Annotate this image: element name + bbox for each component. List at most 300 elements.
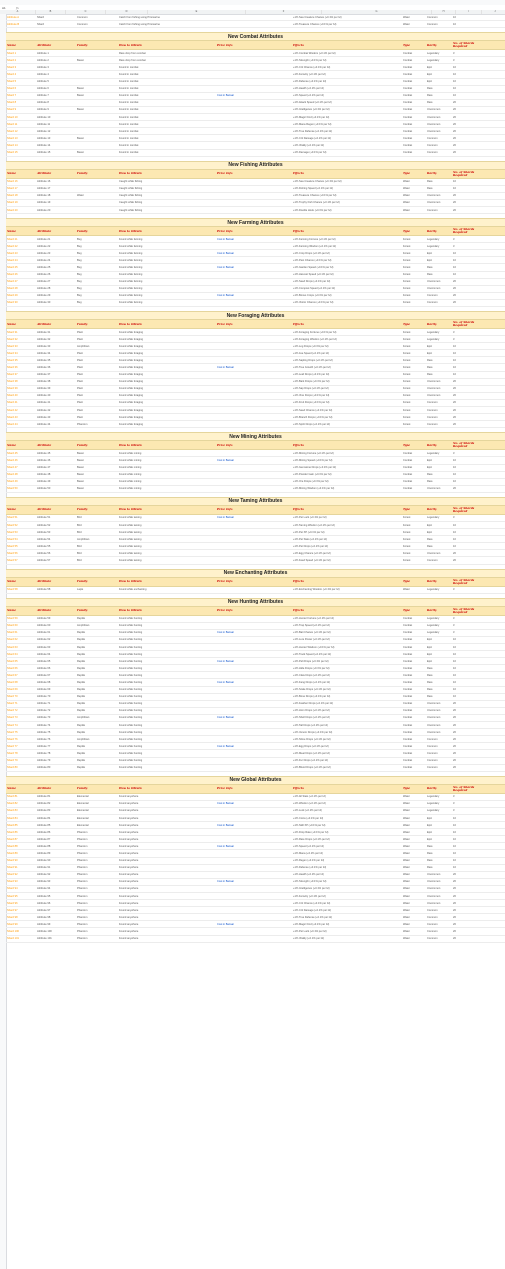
cell-value[interactable]: Found while foraging bbox=[119, 387, 144, 391]
table-row[interactable] bbox=[6, 207, 505, 214]
cell-name[interactable]: Shard 49 bbox=[7, 480, 18, 484]
cell-value[interactable]: Water bbox=[403, 930, 410, 934]
cell-value[interactable]: Rare bbox=[427, 94, 433, 98]
cell-value[interactable]: Combat bbox=[403, 681, 413, 685]
cell-name[interactable]: Shard 96 bbox=[7, 901, 18, 905]
cell-value[interactable]: +1% Pelt Drops (+0.1% per lvl) bbox=[293, 659, 329, 663]
cell-value[interactable]: Legendary bbox=[427, 795, 440, 799]
cell-value[interactable]: 20 bbox=[453, 915, 456, 919]
cell-value[interactable]: Catch from fishing using Prismarine bbox=[119, 15, 160, 19]
cell-price[interactable]: Cost in Bazaar bbox=[217, 458, 235, 462]
cell-value[interactable]: Common bbox=[77, 15, 88, 19]
cell-value[interactable]: Epic bbox=[427, 458, 433, 462]
cell-value[interactable]: Attribute 98 bbox=[37, 915, 51, 919]
cell-name[interactable]: Shard 67 bbox=[7, 673, 18, 677]
cell-value[interactable]: Reptile bbox=[77, 666, 86, 670]
cell-name[interactable]: Attribute B bbox=[7, 22, 20, 26]
table-row[interactable] bbox=[6, 616, 505, 623]
cell-value[interactable]: Reptile bbox=[77, 645, 86, 649]
cell-value[interactable]: Combat bbox=[403, 751, 413, 755]
cell-value[interactable]: Reptile bbox=[77, 751, 86, 755]
cell-value[interactable]: Bird bbox=[77, 551, 82, 555]
cell-value[interactable]: 10 bbox=[453, 80, 456, 84]
table-row[interactable] bbox=[6, 86, 505, 93]
cell-value[interactable]: +1% Damage (+0.1% per lvl) bbox=[293, 151, 327, 155]
cell-value[interactable]: 3 bbox=[453, 624, 455, 628]
table-row[interactable] bbox=[6, 765, 505, 772]
cell-value[interactable]: Attribute 67 bbox=[37, 673, 51, 677]
cell-value[interactable]: Attribute 100 bbox=[37, 930, 52, 934]
cell-value[interactable]: Rare bbox=[427, 180, 433, 184]
cell-price[interactable]: Cost in Bazaar bbox=[217, 844, 235, 848]
cell-name[interactable]: Shard 24 bbox=[7, 258, 18, 262]
cell-value[interactable]: Attribute 84 bbox=[37, 816, 51, 820]
cell-value[interactable]: 20 bbox=[453, 136, 456, 140]
cell-name[interactable]: Shard 64 bbox=[7, 652, 18, 656]
cell-value[interactable]: Forest bbox=[403, 287, 411, 291]
cell-value[interactable]: Water bbox=[403, 859, 410, 863]
cell-name[interactable]: Shard 85 bbox=[7, 823, 18, 827]
cell-value[interactable]: Phantom bbox=[77, 866, 88, 870]
table-row[interactable] bbox=[6, 236, 505, 243]
cell-value[interactable]: Found while mining bbox=[119, 458, 142, 462]
cell-value[interactable]: Epic bbox=[427, 251, 433, 255]
cell-value[interactable]: Found in combat bbox=[119, 143, 139, 147]
cell-name[interactable]: Shard 37 bbox=[7, 373, 18, 377]
cell-value[interactable]: Combat bbox=[403, 617, 413, 621]
cell-value[interactable]: Uncommon bbox=[427, 702, 441, 706]
cell-value[interactable]: Attribute 62 bbox=[37, 638, 51, 642]
cell-value[interactable]: 10 bbox=[453, 15, 456, 19]
cell-value[interactable]: Rare bbox=[427, 844, 433, 848]
table-row[interactable] bbox=[6, 914, 505, 921]
cell-name[interactable]: Shard 97 bbox=[7, 908, 18, 912]
cell-value[interactable]: Phantom bbox=[77, 915, 88, 919]
cell-value[interactable]: Common bbox=[427, 744, 438, 748]
cell-value[interactable]: 20 bbox=[453, 301, 456, 305]
cell-value[interactable]: 20 bbox=[453, 143, 456, 147]
cell-name[interactable]: Shard 32 bbox=[7, 337, 18, 341]
cell-name[interactable]: Shard 31 bbox=[7, 330, 18, 334]
table-row[interactable] bbox=[6, 486, 505, 493]
cell-value[interactable]: Attribute 63 bbox=[37, 645, 51, 649]
cell-value[interactable]: Uncommon bbox=[427, 287, 441, 291]
cell-value[interactable]: Uncommon bbox=[427, 280, 441, 284]
cell-name[interactable]: Shard 28 bbox=[7, 287, 18, 291]
cell-value[interactable]: Legendary bbox=[427, 244, 440, 248]
cell-value[interactable]: Elemental bbox=[77, 823, 89, 827]
cell-value[interactable]: +1% Vitality (+0.1% per lvl) bbox=[293, 143, 325, 147]
cell-value[interactable]: 20 bbox=[453, 730, 456, 734]
cell-value[interactable]: +1% Tree Growth (+0.1% per lvl) bbox=[293, 366, 331, 370]
cell-value[interactable]: Found while farming bbox=[119, 265, 143, 269]
cell-value[interactable]: Found while taming bbox=[119, 523, 142, 527]
cell-value[interactable]: Phantom bbox=[77, 844, 88, 848]
cell-value[interactable]: Found while foraging bbox=[119, 401, 144, 405]
cell-value[interactable]: Found while hunting bbox=[119, 716, 143, 720]
cell-name[interactable]: Shard 22 bbox=[7, 244, 18, 248]
cell-value[interactable]: 10 bbox=[453, 681, 456, 685]
cell-value[interactable]: Elemental bbox=[77, 795, 89, 799]
cell-value[interactable]: Attribute 70 bbox=[37, 695, 51, 699]
cell-value[interactable]: 20 bbox=[453, 702, 456, 706]
cell-value[interactable]: 20 bbox=[453, 208, 456, 212]
cell-value[interactable]: Found in combat bbox=[119, 94, 139, 98]
cell-name[interactable]: Shard 41 bbox=[7, 401, 18, 405]
table-row[interactable] bbox=[6, 536, 505, 543]
column-header-h[interactable]: H bbox=[432, 10, 456, 14]
cell-value[interactable]: Attribute 93 bbox=[37, 880, 51, 884]
cell-value[interactable]: Found while farming bbox=[119, 251, 143, 255]
cell-value[interactable]: Reptile bbox=[77, 673, 86, 677]
cell-value[interactable]: Uncommon bbox=[427, 723, 441, 727]
cell-value[interactable]: +1% Sea Creature Chance (+0.1% per lvl) bbox=[293, 180, 342, 184]
cell-name[interactable]: Shard 25 bbox=[7, 265, 18, 269]
cell-value[interactable]: Epic bbox=[427, 645, 433, 649]
cell-name[interactable]: Shard 36 bbox=[7, 366, 18, 370]
cell-value[interactable]: +1% Claw Drops (+0.1% per lvl) bbox=[293, 673, 330, 677]
cell-value[interactable]: +1% Vine Drops (+0.1% per lvl) bbox=[293, 394, 330, 398]
cell-value[interactable]: Attribute 57 bbox=[37, 558, 51, 562]
cell-value[interactable]: 20 bbox=[453, 937, 456, 941]
cell-value[interactable]: Epic bbox=[427, 344, 433, 348]
table-row[interactable] bbox=[6, 300, 505, 307]
cell-name[interactable]: Shard 95 bbox=[7, 894, 18, 898]
cell-value[interactable]: 20 bbox=[453, 873, 456, 877]
cell-value[interactable]: +1% Magic Find (+0.1% per lvl) bbox=[293, 922, 330, 926]
cell-value[interactable]: Reptile bbox=[77, 723, 86, 727]
table-row[interactable] bbox=[6, 407, 505, 414]
cell-value[interactable]: Beast bbox=[77, 473, 84, 477]
cell-value[interactable]: Found while hunting bbox=[119, 666, 143, 670]
table-row[interactable] bbox=[6, 865, 505, 872]
cell-price[interactable]: Cost in Bazaar bbox=[217, 880, 235, 884]
cell-value[interactable]: Found while foraging bbox=[119, 358, 144, 362]
cell-value[interactable]: 10 bbox=[453, 265, 456, 269]
cell-value[interactable]: Common bbox=[427, 915, 438, 919]
cell-value[interactable]: Combat bbox=[403, 716, 413, 720]
cell-name[interactable]: Shard 47 bbox=[7, 466, 18, 470]
cell-value[interactable]: Found anywhere bbox=[119, 859, 139, 863]
cell-value[interactable]: Found in combat bbox=[119, 101, 139, 105]
cell-value[interactable]: Forest bbox=[403, 237, 411, 241]
table-row[interactable] bbox=[6, 142, 505, 149]
cell-value[interactable]: Found anywhere bbox=[119, 930, 139, 934]
cell-value[interactable]: Legendary bbox=[427, 237, 440, 241]
cell-name[interactable]: Shard 39 bbox=[7, 387, 18, 391]
cell-value[interactable]: 20 bbox=[453, 122, 456, 126]
cell-name[interactable]: Shard 57 bbox=[7, 558, 18, 562]
cell-value[interactable]: Attribute 86 bbox=[37, 830, 51, 834]
cell-value[interactable]: +1% Bark Drops (+0.1% per lvl) bbox=[293, 380, 330, 384]
cell-value[interactable]: Bug bbox=[77, 294, 82, 298]
cell-value[interactable]: Beast bbox=[77, 94, 84, 98]
cell-value[interactable]: Epic bbox=[427, 351, 433, 355]
cell-value[interactable]: Uncommon bbox=[427, 730, 441, 734]
cell-value[interactable]: Attribute 89 bbox=[37, 851, 51, 855]
cell-value[interactable]: Found anywhere bbox=[119, 901, 139, 905]
cell-value[interactable]: Found while mining bbox=[119, 451, 142, 455]
cell-value[interactable]: Forest bbox=[403, 544, 411, 548]
table-row[interactable] bbox=[6, 587, 505, 594]
cell-value[interactable]: Legendary bbox=[427, 809, 440, 813]
cell-value[interactable]: Attribute 18 bbox=[37, 194, 51, 198]
cell-value[interactable]: Phantom bbox=[77, 873, 88, 877]
cell-value[interactable]: Attribute 55 bbox=[37, 544, 51, 548]
cell-value[interactable]: Attribute 41 bbox=[37, 401, 51, 405]
cell-value[interactable]: +1% Hide Drops (+0.1% per lvl) bbox=[293, 666, 330, 670]
cell-value[interactable]: 20 bbox=[453, 115, 456, 119]
cell-value[interactable]: Reptile bbox=[77, 702, 86, 706]
cell-name[interactable]: Shard 11 bbox=[7, 122, 18, 126]
cell-value[interactable]: Water bbox=[403, 795, 410, 799]
cell-value[interactable]: 10 bbox=[453, 830, 456, 834]
cell-value[interactable]: +1% Bait Chance (+0.1% per lvl) bbox=[293, 631, 331, 635]
cell-price[interactable]: Cost in Bazaar bbox=[217, 802, 235, 806]
cell-value[interactable]: Combat bbox=[403, 688, 413, 692]
cell-value[interactable]: +1% Lure Power (+0.1% per lvl) bbox=[293, 638, 330, 642]
cell-value[interactable]: +1% Fishing Speed (+0.1% per lvl) bbox=[293, 187, 334, 191]
cell-value[interactable]: Found while hunting bbox=[119, 730, 143, 734]
table-row[interactable] bbox=[6, 794, 505, 801]
cell-value[interactable]: Combat bbox=[403, 87, 413, 91]
cell-value[interactable]: 10 bbox=[453, 695, 456, 699]
cell-value[interactable]: Attribute 54 bbox=[37, 537, 51, 541]
cell-value[interactable]: Phantom bbox=[77, 930, 88, 934]
cell-value[interactable]: 10 bbox=[453, 251, 456, 255]
cell-value[interactable]: Attribute 96 bbox=[37, 901, 51, 905]
cell-value[interactable]: Reptile bbox=[77, 766, 86, 770]
cell-value[interactable]: Found while hunting bbox=[119, 759, 143, 763]
table-row[interactable] bbox=[6, 665, 505, 672]
cell-value[interactable]: Beast bbox=[77, 136, 84, 140]
cell-value[interactable]: Water bbox=[403, 937, 410, 941]
cell-value[interactable]: Found while foraging bbox=[119, 351, 144, 355]
cell-value[interactable]: +1% Foraging Wisdom (+0.1% per lvl) bbox=[293, 337, 337, 341]
cell-value[interactable]: Water bbox=[403, 901, 410, 905]
cell-value[interactable]: 10 bbox=[453, 544, 456, 548]
cell-value[interactable]: Epic bbox=[427, 65, 433, 69]
table-row[interactable] bbox=[6, 529, 505, 536]
cell-name[interactable]: Shard 83 bbox=[7, 809, 18, 813]
cell-value[interactable]: +1% Mana (+0.1% per lvl) bbox=[293, 851, 323, 855]
cell-value[interactable]: Found anywhere bbox=[119, 795, 139, 799]
cell-value[interactable]: Phantom bbox=[77, 851, 88, 855]
cell-name[interactable]: Shard 38 bbox=[7, 380, 18, 384]
cell-value[interactable]: +1% Track Speed (+0.1% per lvl) bbox=[293, 652, 332, 656]
cell-name[interactable]: Shard 65 bbox=[7, 659, 18, 663]
cell-value[interactable]: 20 bbox=[453, 894, 456, 898]
cell-value[interactable]: Found anywhere bbox=[119, 851, 139, 855]
cell-value[interactable]: +1% Feed Speed (+0.1% per lvl) bbox=[293, 558, 331, 562]
cell-value[interactable]: Legendary bbox=[427, 51, 440, 55]
cell-value[interactable]: Epic bbox=[427, 80, 433, 84]
cell-value[interactable]: Attribute 9 bbox=[37, 108, 49, 112]
cell-value[interactable]: Caught while fishing bbox=[119, 187, 143, 191]
table-row[interactable] bbox=[6, 801, 505, 808]
cell-value[interactable]: 20 bbox=[453, 487, 456, 491]
table-row[interactable] bbox=[6, 907, 505, 914]
cell-value[interactable]: Combat bbox=[403, 673, 413, 677]
cell-value[interactable]: Attribute 85 bbox=[37, 823, 51, 827]
cell-value[interactable]: Attribute 48 bbox=[37, 473, 51, 477]
cell-name[interactable]: Shard 93 bbox=[7, 880, 18, 884]
cell-value[interactable]: Attribute 91 bbox=[37, 866, 51, 870]
table-row[interactable] bbox=[6, 250, 505, 257]
cell-value[interactable]: 10 bbox=[453, 351, 456, 355]
cell-value[interactable]: Combat bbox=[403, 695, 413, 699]
table-row[interactable] bbox=[6, 886, 505, 893]
cell-value[interactable]: Found while enchanting bbox=[119, 588, 147, 592]
cell-value[interactable]: 10 bbox=[453, 473, 456, 477]
cell-value[interactable]: +1% Shell Drops (+0.1% per lvl) bbox=[293, 716, 330, 720]
cell-name[interactable]: Shard 78 bbox=[7, 751, 18, 755]
cell-name[interactable]: Shard 23 bbox=[7, 251, 18, 255]
cell-value[interactable]: Uncommon bbox=[427, 194, 441, 198]
cell-value[interactable]: Found while hunting bbox=[119, 688, 143, 692]
cell-value[interactable]: Found while hunting bbox=[119, 631, 143, 635]
cell-name[interactable]: Shard 40 bbox=[7, 394, 18, 398]
cell-value[interactable]: Phantom bbox=[77, 830, 88, 834]
cell-value[interactable]: Attribute 72 bbox=[37, 709, 51, 713]
cell-value[interactable]: +1% Mana Regen (+0.1% per lvl) bbox=[293, 122, 332, 126]
cell-value[interactable]: Found anywhere bbox=[119, 894, 139, 898]
cell-value[interactable]: Water bbox=[403, 894, 410, 898]
cell-value[interactable]: 10 bbox=[453, 22, 456, 26]
cell-name[interactable]: Shard 34 bbox=[7, 351, 18, 355]
cell-name[interactable]: Shard 81 bbox=[7, 795, 18, 799]
cell-value[interactable]: Reptile bbox=[77, 709, 86, 713]
column-header-a[interactable]: A bbox=[0, 10, 36, 14]
cell-value[interactable]: Attribute 78 bbox=[37, 751, 51, 755]
cell-value[interactable]: Found while hunting bbox=[119, 645, 143, 649]
cell-value[interactable]: Water bbox=[403, 922, 410, 926]
cell-value[interactable]: Combat bbox=[403, 451, 413, 455]
cell-value[interactable]: Found while taming bbox=[119, 516, 142, 520]
cell-value[interactable]: Combat bbox=[403, 645, 413, 649]
cell-value[interactable]: +1% Pet XP (+0.1% per lvl) bbox=[293, 530, 325, 534]
cell-value[interactable]: Attribute 42 bbox=[37, 408, 51, 412]
cell-value[interactable]: Common bbox=[427, 759, 438, 763]
column-header-j[interactable]: J bbox=[482, 10, 505, 14]
cell-value[interactable]: Attribute 47 bbox=[37, 466, 51, 470]
cell-value[interactable]: Combat bbox=[403, 73, 413, 77]
cell-value[interactable]: Epic bbox=[427, 830, 433, 834]
table-row[interactable] bbox=[6, 450, 505, 457]
cell-value[interactable]: Attribute 33 bbox=[37, 344, 51, 348]
cell-value[interactable]: 20 bbox=[453, 551, 456, 555]
cell-value[interactable]: Plant bbox=[77, 408, 83, 412]
cell-value[interactable]: Water bbox=[403, 208, 410, 212]
cell-value[interactable]: Forest bbox=[403, 294, 411, 298]
cell-value[interactable]: Found while farming bbox=[119, 237, 143, 241]
cell-value[interactable]: 20 bbox=[453, 129, 456, 133]
cell-value[interactable]: Bird bbox=[77, 516, 82, 520]
cell-value[interactable]: +1% Drop Rate (+0.1% per lvl) bbox=[293, 830, 329, 834]
cell-name[interactable]: Shard 48 bbox=[7, 473, 18, 477]
table-row[interactable] bbox=[6, 272, 505, 279]
cell-value[interactable]: Water bbox=[403, 194, 410, 198]
cell-value[interactable]: 3 bbox=[453, 237, 455, 241]
table-row[interactable] bbox=[6, 107, 505, 114]
cell-value[interactable]: Attribute 65 bbox=[37, 659, 51, 663]
cell-value[interactable]: 20 bbox=[453, 401, 456, 405]
cell-name[interactable]: Shard 43 bbox=[7, 415, 18, 419]
cell-value[interactable]: Combat bbox=[403, 480, 413, 484]
cell-value[interactable]: Forest bbox=[403, 516, 411, 520]
table-row[interactable] bbox=[6, 457, 505, 464]
cell-value[interactable]: Attribute 34 bbox=[37, 351, 51, 355]
cell-value[interactable]: Epic bbox=[427, 523, 433, 527]
cell-name[interactable]: Shard 94 bbox=[7, 887, 18, 891]
cell-value[interactable]: Found anywhere bbox=[119, 830, 139, 834]
cell-value[interactable]: Water bbox=[403, 180, 410, 184]
cell-value[interactable]: +1% Harvest Speed (+0.1% per lvl) bbox=[293, 273, 334, 277]
cell-value[interactable]: Reptile bbox=[77, 695, 86, 699]
cell-value[interactable]: Attribute 82 bbox=[37, 802, 51, 806]
cell-value[interactable]: +1% Seed Chance (+0.1% per lvl) bbox=[293, 408, 333, 412]
cell-value[interactable]: Rare drop from combat bbox=[119, 58, 146, 62]
cell-value[interactable]: Common bbox=[427, 422, 438, 426]
cell-price[interactable]: Cost in Bazaar bbox=[217, 744, 235, 748]
cell-value[interactable]: Attribute 99 bbox=[37, 922, 51, 926]
column-header-b[interactable]: B bbox=[36, 10, 66, 14]
cell-price[interactable]: Cost in Bazaar bbox=[217, 823, 235, 827]
cell-value[interactable]: Attribute 3 bbox=[37, 65, 49, 69]
cell-name[interactable]: Shard 20 bbox=[7, 208, 18, 212]
cell-name[interactable]: Shard 99 bbox=[7, 922, 18, 926]
cell-name[interactable]: Shard 58 bbox=[7, 588, 18, 592]
table-row[interactable] bbox=[6, 372, 505, 379]
cell-value[interactable]: Common bbox=[427, 937, 438, 941]
cell-value[interactable]: Attribute 75 bbox=[37, 730, 51, 734]
cell-name[interactable]: Shard 6 bbox=[7, 87, 17, 91]
cell-value[interactable]: +1% Slime Drops (+0.1% per lvl) bbox=[293, 737, 331, 741]
cell-value[interactable]: Attribute 56 bbox=[37, 551, 51, 555]
cell-value[interactable]: Water bbox=[403, 851, 410, 855]
cell-value[interactable]: +1% Venom Drops (+0.1% per lvl) bbox=[293, 730, 333, 734]
cell-value[interactable]: Forest bbox=[403, 301, 411, 305]
cell-value[interactable]: Attribute 87 bbox=[37, 837, 51, 841]
cell-value[interactable]: 20 bbox=[453, 422, 456, 426]
cell-value[interactable]: Found while taming bbox=[119, 551, 142, 555]
cell-value[interactable]: Catch from fishing using Prismarine bbox=[119, 22, 160, 26]
cell-name[interactable]: Shard 54 bbox=[7, 537, 18, 541]
cell-value[interactable]: Found while farming bbox=[119, 287, 143, 291]
cell-value[interactable]: Water bbox=[403, 887, 410, 891]
cell-value[interactable]: Water bbox=[403, 908, 410, 912]
cell-value[interactable]: Legendary bbox=[427, 516, 440, 520]
cell-value[interactable]: 10 bbox=[453, 823, 456, 827]
column-header-g[interactable]: G bbox=[322, 10, 432, 14]
cell-value[interactable]: Bug bbox=[77, 273, 82, 277]
cell-value[interactable]: 10 bbox=[453, 652, 456, 656]
cell-value[interactable]: Water bbox=[403, 588, 410, 592]
cell-value[interactable]: Reptile bbox=[77, 652, 86, 656]
cell-name[interactable]: Shard 73 bbox=[7, 716, 18, 720]
cell-name[interactable]: Shard 91 bbox=[7, 866, 18, 870]
cell-value[interactable]: 10 bbox=[453, 187, 456, 191]
cell-name[interactable]: Shard 19 bbox=[7, 201, 18, 205]
cell-value[interactable]: Found anywhere bbox=[119, 937, 139, 941]
cell-name[interactable]: Shard 12 bbox=[7, 129, 18, 133]
cell-value[interactable]: Uncommon bbox=[427, 551, 441, 555]
cell-value[interactable]: 20 bbox=[453, 887, 456, 891]
cell-value[interactable]: Bug bbox=[77, 287, 82, 291]
cell-name[interactable]: Shard 79 bbox=[7, 759, 18, 763]
cell-name[interactable]: Attribute A bbox=[7, 15, 19, 19]
cell-value[interactable]: +1% Pet Stats (+0.1% per lvl) bbox=[293, 537, 328, 541]
